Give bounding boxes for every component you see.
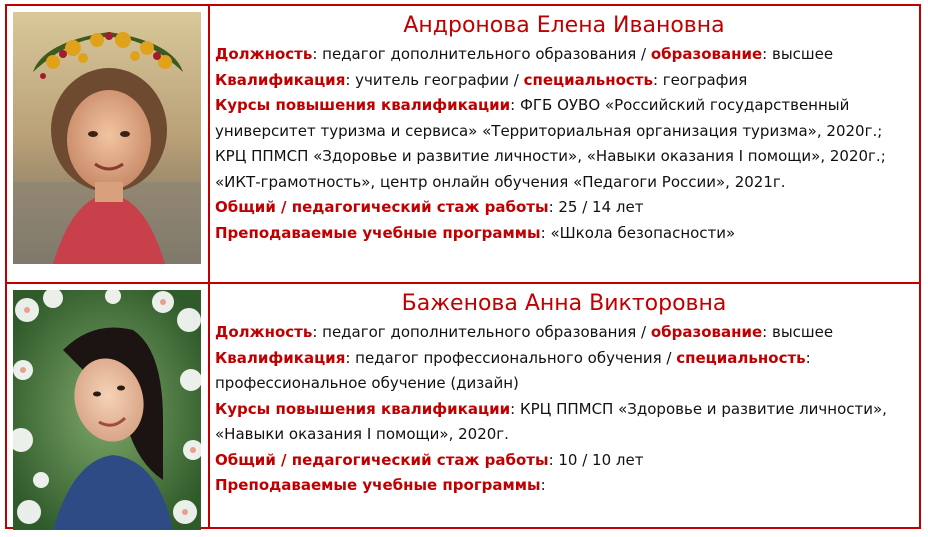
courses-paragraph (215, 93, 913, 195)
experience-value: : 25 / 14 лет (548, 198, 644, 216)
staff-row (7, 284, 919, 527)
programs-value: : «Школа безопасности» (540, 223, 736, 242)
staff-info (215, 6, 913, 246)
specialty-value: : профессиональное обучение (дизайн) (215, 348, 811, 392)
experience-value: : 10 / 10 лет (548, 450, 644, 469)
experience-label: Общий / педагогический стаж работы (215, 198, 549, 216)
programs-label: Преподаваемые учебные программы (215, 223, 541, 242)
qualification-label: Квалификация (215, 70, 346, 89)
photo-cell (7, 284, 210, 527)
position-value: : педагог дополнительного образования / (312, 45, 651, 63)
education-value: : высшее (762, 45, 834, 63)
qualification-value: : педагог профессионального обучения / (345, 348, 677, 367)
courses-value: : КРЦ ППМСП «Здоровье и развитие личности», «Навыки оказания I помощи», 2020г. (215, 399, 887, 443)
position-label: Должность (215, 323, 313, 341)
position-value: : педагог дополнительного образования / (312, 323, 651, 341)
programs-value: : (540, 476, 546, 494)
programs-line (215, 221, 913, 247)
programs-line (215, 473, 913, 499)
portrait-photo (13, 12, 201, 264)
position-line (215, 42, 913, 68)
education-label: образование (650, 45, 763, 63)
staff-row (7, 6, 919, 284)
portrait-photo (13, 290, 201, 530)
specialty-value: : география (652, 70, 748, 89)
staff-name: Баженова Анна Викторовна (401, 291, 727, 316)
staff-info (215, 284, 913, 499)
photo-cell (7, 6, 210, 282)
education-label: образование (650, 323, 763, 341)
experience-line (215, 195, 913, 221)
courses-label: Курсы повышения квалификации (215, 96, 511, 114)
specialty-label: специальность (676, 348, 806, 367)
specialty-label: специальность (523, 70, 653, 89)
programs-label: Преподаваемые учебные программы (215, 476, 541, 494)
courses-paragraph (215, 397, 913, 448)
qualification-value: : учитель географии / (345, 70, 524, 89)
experience-label: Общий / педагогический стаж работы (215, 450, 549, 469)
qualification-label: Квалификация (215, 348, 346, 367)
qualification-line (215, 68, 913, 94)
education-value: : высшее (762, 323, 834, 341)
position-label: Должность (215, 45, 313, 63)
courses-label: Курсы повышения квалификации (215, 399, 511, 418)
staff-table (5, 4, 921, 529)
position-line (215, 320, 913, 346)
courses-value: : ФГБ ОУВО «Российский государственный университет туризма и сервиса» «Территориальная организация туризма», 2020г.; КРЦ ППМСП «Здоровье и развитие личности», «Навыки оказания I помощи», 2020г.; «ИКТ-грамотность», центр онлайн обучения «Педагоги России», 2021г. (215, 96, 886, 191)
experience-line (215, 448, 913, 474)
staff-name: Андронова Елена Ивановна (403, 13, 725, 38)
qualification-line (215, 346, 913, 397)
